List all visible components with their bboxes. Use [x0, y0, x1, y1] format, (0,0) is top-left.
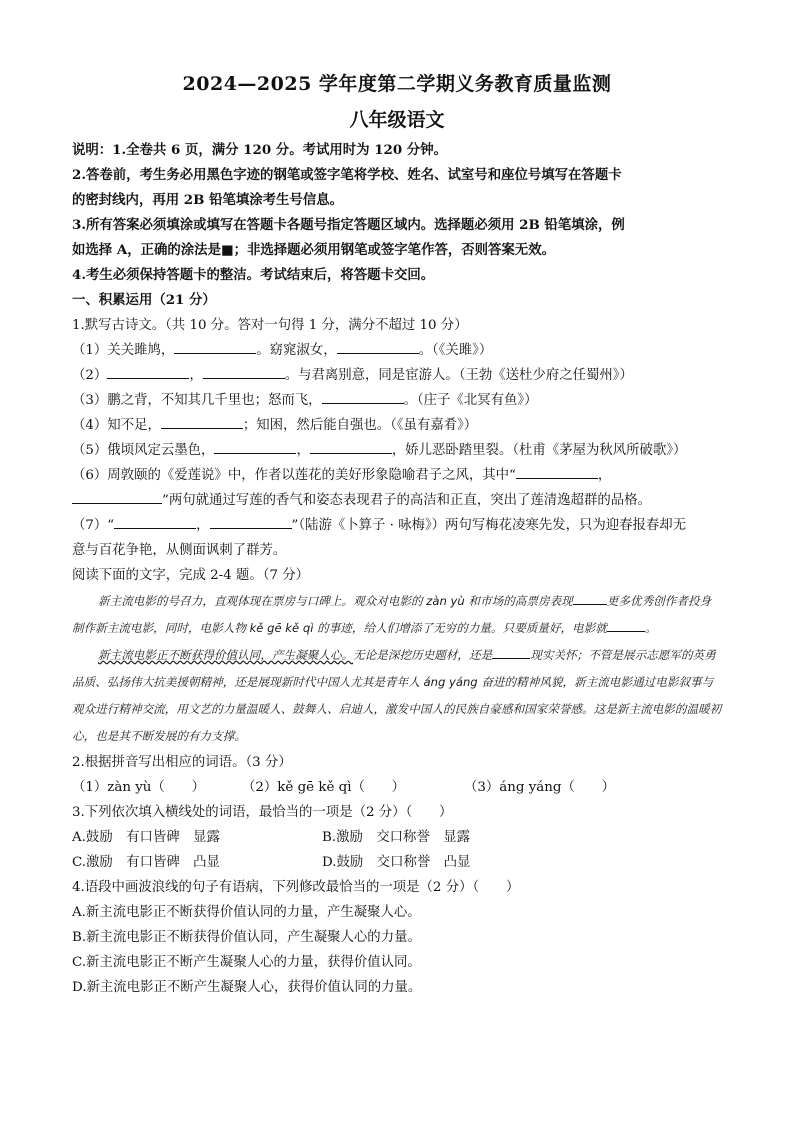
- instruction-line: 4.考生必须保持答题卡的整洁。考试结束后，将答题卡交回。: [72, 267, 435, 283]
- answer-blank[interactable]: [516, 464, 598, 479]
- q3-options-row: [72, 825, 722, 850]
- q2-item: （1）zàn yù（ ）: [72, 780, 205, 795]
- option-c[interactable]: C.激励 有口皆碑 凸显: [72, 855, 220, 870]
- q1-item-3: （3）鹏之背，不知其几千里也；怒而飞， 。（庄子《北冥有鱼》）: [72, 388, 722, 413]
- q1-item-7: （7）“ ， ”（陆游《卜算子 · 咏梅》）两句写梅花凌寒先发，只为迎春报春却无: [72, 513, 722, 538]
- exam-page: [72, 64, 722, 1000]
- q1-item-4: （4）知不足， ；知困，然后能自强也。（《虽有嘉肴》）: [72, 413, 722, 438]
- answer-blank[interactable]: [214, 439, 296, 454]
- instructions: [72, 138, 722, 288]
- option-b[interactable]: B.新主流电影正不断获得价值认同，产生凝聚人心的力量。: [72, 930, 421, 945]
- q1-item-6-cont: ”两句就通过写莲的香气和姿态表现君子的高洁和正直，突出了莲清逸超群的品格。: [72, 488, 722, 513]
- q2-item: （3）áng yáng（ ）: [464, 780, 616, 795]
- instruction-line: 如选择 A，正确的涂法是■；非选择题必须用钢笔或签字笔作答，否则答案无效。: [72, 242, 555, 258]
- q1-item-7-cont: 意与百花争艳，从侧面讽刺了群芳。: [72, 543, 287, 558]
- q1-item-2: （2） ， 。与君离别意，同是宦游人。（王勃《送杜少府之任蜀州》）: [72, 363, 722, 388]
- answer-blank[interactable]: [107, 364, 189, 379]
- q1-item-5: （5）俄顷风定云墨色， ， ，娇儿恶卧踏里裂。（杜甫《茅屋为秋风所破歌》）: [72, 438, 722, 463]
- q2-item: （2）kě gē kě qì（ ）: [242, 780, 406, 795]
- answer-blank[interactable]: [72, 489, 162, 504]
- answer-blank[interactable]: [174, 339, 256, 354]
- wavy-underlined-sentence: 新主流电影正不断获得价值认同，产生凝聚人心。: [98, 648, 354, 662]
- q1-item-6: （6）周敦颐的《爱莲说》中，作者以莲花的美好形象隐喻君子之风，其中“ ，: [72, 463, 722, 488]
- passage-paragraph-2: 新主流电影正不断获得价值认同，产生凝聚人心。无论是深挖历史题材，还是 现实关怀；不管是展示志愿军的英勇品质、弘扬伟大抗美援朝精神，还是展现新时代中国人尤其是青年人 áng yáng 奋进的精神风貌，新主流电影通过电影叙事与观众进行精神交流，用文艺的力量温暖人、鼓舞人、启迪人，激发中国人的民族自豪感和国家荣誉感。这是新主流电影的温暖初心，也是其不断发展的有力支撑。: [72, 642, 722, 750]
- section-heading: 一、积累运用（21 分）: [72, 292, 216, 308]
- answer-blank[interactable]: [203, 364, 285, 379]
- question-1-stem: 1.默写古诗文。（共 10 分。答对一句得 1 分，满分不超过 10 分）: [72, 318, 468, 333]
- question-3-stem: 3.下列依次填入横线处的词语，最恰当的一项是（2 分）（ ）: [72, 805, 453, 820]
- option-b[interactable]: B.激励 交口称誉 显露: [322, 830, 471, 845]
- answer-blank[interactable]: [492, 644, 530, 659]
- question-4-stem: 4.语段中画波浪线的句子有语病，下列修改最恰当的一项是（2 分）（ ）: [72, 880, 520, 895]
- q2-items: [72, 775, 722, 800]
- instruction-line: 3.所有答案必须填涂或填写在答题卡各题号指定答题区域内。选择题必须用 2B 铅笔填涂，例: [72, 217, 625, 233]
- question-2-stem: 2.根据拼音写出相应的词语。（3 分）: [72, 755, 292, 770]
- option-a[interactable]: A.鼓励 有口皆碑 显露: [72, 830, 220, 845]
- option-d[interactable]: D.鼓励 交口称誉 凸显: [322, 855, 471, 870]
- option-a[interactable]: A.新主流电影正不断获得价值认同的力量，产生凝聚人心。: [72, 905, 421, 920]
- exam-subtitle: 八年级语文: [349, 109, 445, 131]
- exam-title: 2024—2025 学年度第二学期义务教育质量监测: [182, 73, 612, 95]
- instruction-line: 说明：1.全卷共 6 页，满分 120 分。考试用时为 120 分钟。: [72, 142, 447, 158]
- q1-item-1: （1）关关雎鸠， 。窈窕淑女， 。（《关雎》）: [72, 338, 722, 363]
- answer-blank[interactable]: [322, 389, 404, 404]
- instruction-line: 的密封线内，再用 2B 铅笔填涂考生号信息。: [72, 192, 343, 208]
- answer-blank[interactable]: [210, 514, 292, 529]
- answer-blank[interactable]: [114, 514, 196, 529]
- reading-intro: 阅读下面的文字，完成 2-4 题。（7 分）: [72, 568, 310, 583]
- answer-blank[interactable]: [161, 414, 243, 429]
- answer-blank[interactable]: [337, 339, 419, 354]
- answer-blank[interactable]: [310, 439, 392, 454]
- answer-blank[interactable]: [573, 590, 607, 605]
- answer-blank[interactable]: [607, 617, 645, 632]
- option-d[interactable]: D.新主流电影正不断产生凝聚人心，获得价值认同的力量。: [72, 980, 422, 995]
- option-c[interactable]: C.新主流电影正不断产生凝聚人心的力量，获得价值认同。: [72, 955, 421, 970]
- passage-paragraph-1: 新主流电影的号召力，直观体现在票房与口碑上。观众对电影的 zàn yù 和市场的高票房表现 更多优秀创作者投身制作新主流电影，同时，电影人物 kě gē kě qì 的事迹，给人们增添了无穷的力量。只要质量好，电影就 。: [72, 588, 722, 642]
- q3-options-row: [72, 850, 722, 875]
- instruction-line: 2.答卷前，考生务必用黑色字迹的钢笔或签字笔将学校、姓名、试室号和座位号填写在答题卡: [72, 167, 622, 183]
